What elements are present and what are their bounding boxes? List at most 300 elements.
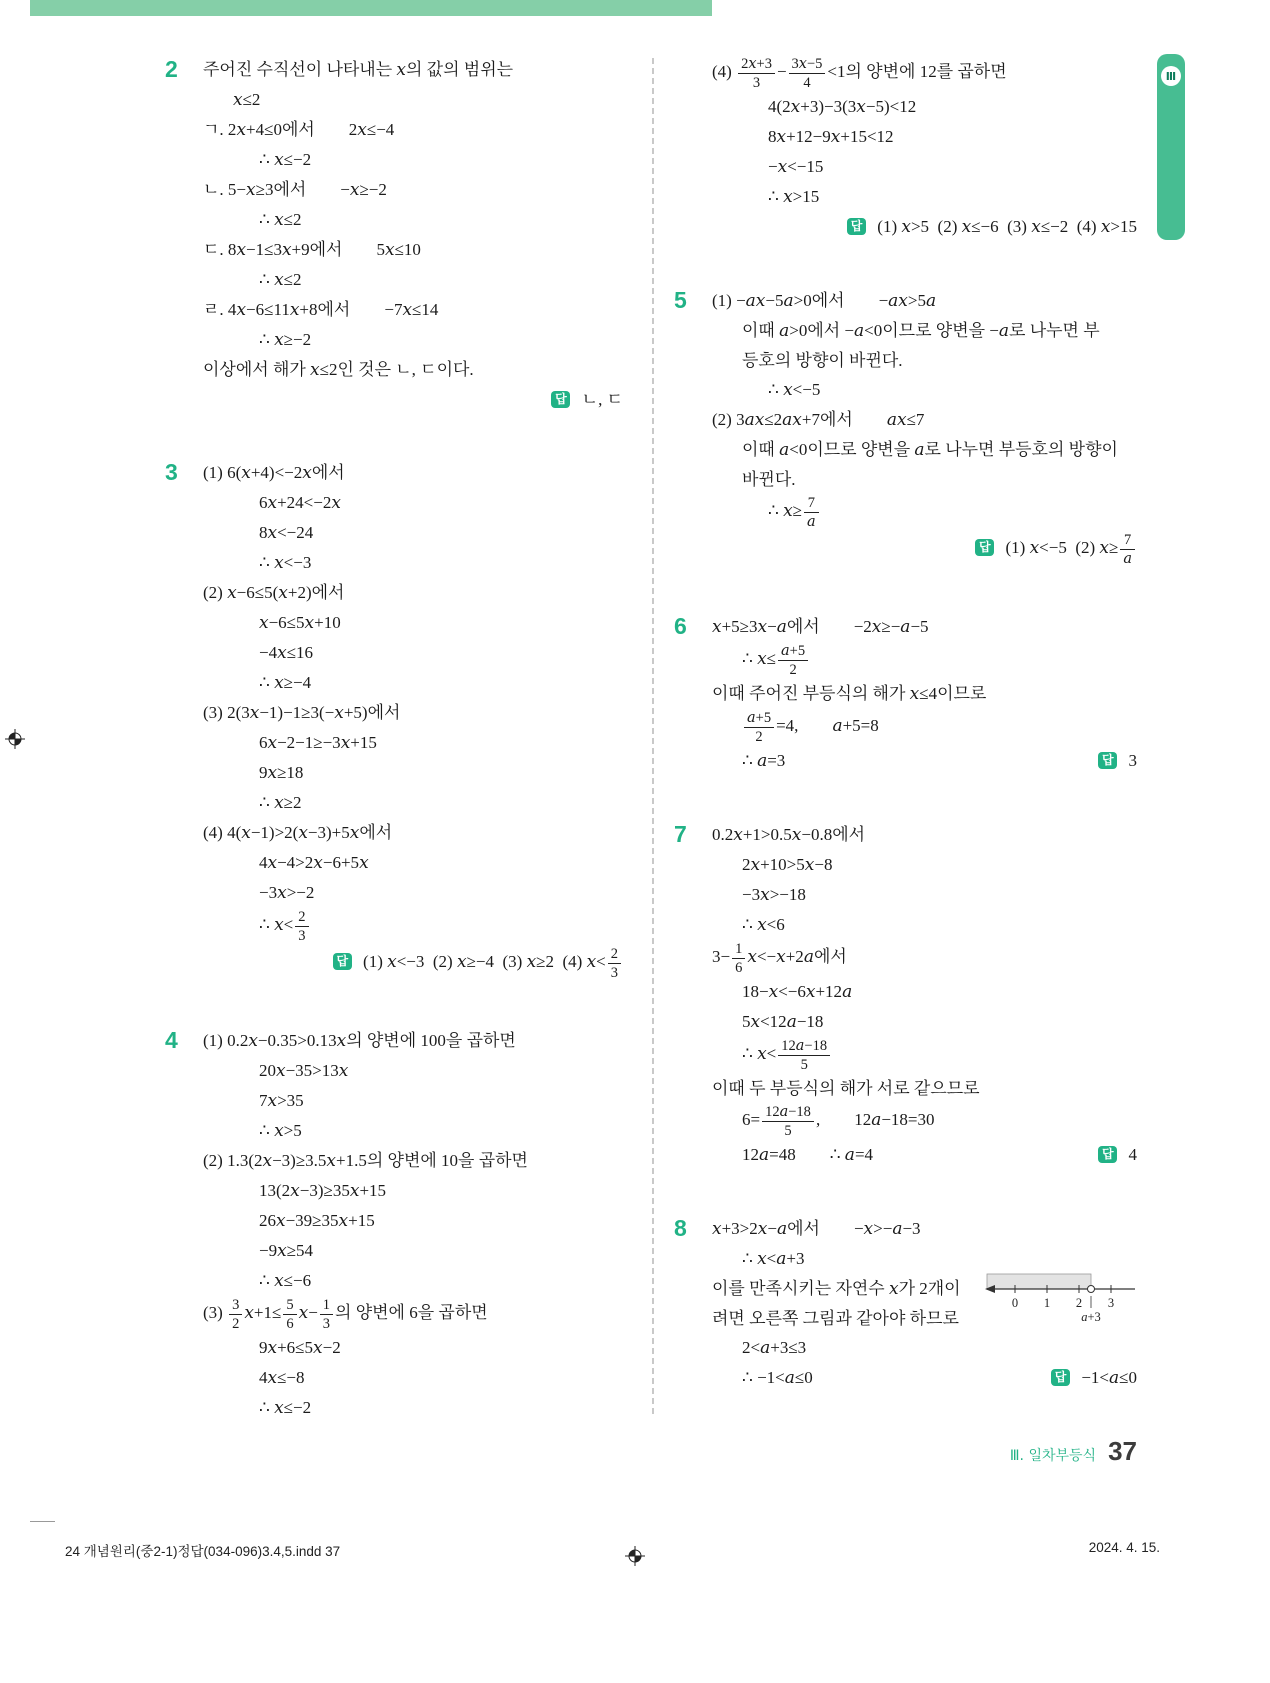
solution-line bbox=[712, 55, 1137, 92]
math-variable: x bbox=[387, 952, 397, 973]
fraction: $\frac{3x-5}{4}$ bbox=[789, 55, 826, 92]
math-variable: x bbox=[274, 673, 284, 693]
answer-badge: 답 bbox=[551, 391, 570, 408]
solution-line bbox=[203, 205, 623, 235]
solution-text: ∴ x≤−6 bbox=[259, 1271, 312, 1291]
solution-line bbox=[203, 818, 623, 848]
left-column bbox=[165, 55, 623, 1467]
solution-text: ∴ x<a+3 bbox=[742, 1249, 805, 1269]
solution-line bbox=[712, 679, 1137, 709]
math-variable: a bbox=[784, 1368, 795, 1388]
solution-text: ㄱ. 2x+4≤0에서 2x≤−4 bbox=[203, 120, 395, 140]
svg-text:a+3: a+3 bbox=[1081, 1310, 1101, 1324]
math-variable: x bbox=[298, 1303, 309, 1324]
solution-text: 4(2x+3)−3(3x−5)<12 bbox=[768, 97, 917, 117]
problem-number: 5 bbox=[674, 287, 687, 313]
solution-line bbox=[203, 518, 623, 548]
solution-line bbox=[203, 1026, 623, 1056]
problem-number: 2 bbox=[165, 56, 178, 82]
answer-badge: 답 bbox=[1098, 752, 1117, 769]
math-variable: x bbox=[241, 463, 251, 483]
math-variable: x bbox=[757, 1044, 767, 1065]
math-variable: x bbox=[586, 952, 597, 973]
problem-6 bbox=[674, 612, 1137, 776]
math-variable: x bbox=[526, 952, 537, 973]
solution-text: 4x−4>2x−6+5x bbox=[259, 853, 369, 873]
solution-text: ㄷ. 8x−1≤3x+9에서 5x≤10 bbox=[203, 240, 421, 260]
math-variable: x bbox=[1031, 217, 1041, 237]
math-variable: x bbox=[290, 1181, 300, 1201]
solution-line bbox=[203, 385, 623, 414]
math-variable: x bbox=[747, 947, 757, 968]
fraction: $\frac{12a-18}{5}$ bbox=[762, 1103, 814, 1140]
solution-text: 이를 만족시키는 자연수 x가 2개이 bbox=[712, 1279, 961, 1299]
math-variable: x bbox=[267, 1368, 278, 1388]
math-variable: x bbox=[267, 1338, 278, 1358]
solution-line bbox=[203, 758, 623, 788]
solution-text: 7x>35 bbox=[259, 1091, 304, 1111]
math-variable: a bbox=[998, 321, 1010, 341]
answer-badge: 답 bbox=[1051, 1369, 1070, 1386]
math-variable: a bbox=[783, 291, 794, 311]
solution-line bbox=[712, 346, 1137, 375]
math-variable: a bbox=[854, 321, 865, 341]
math-variable: x bbox=[289, 300, 300, 320]
solution-text: 이때 주어진 부등식의 해가 x≤4이므로 bbox=[712, 684, 987, 704]
solution-text: (4) $\frac{2x+3}{3}$ − $\frac{3x-5}{4}$ <1의 양변에 12를 곱하면 bbox=[712, 56, 1007, 91]
solution-text: 8x<−24 bbox=[259, 523, 314, 543]
math-variable: x bbox=[274, 915, 284, 936]
problem-8 bbox=[674, 1214, 1137, 1393]
solution-line bbox=[203, 578, 623, 608]
math-variable: ax bbox=[886, 410, 907, 430]
chapter-label: Ⅲ. 일차부등식 bbox=[1009, 1448, 1097, 1464]
solution-text: (1) 0.2x−0.35>0.13x의 양변에 100을 곱하면 bbox=[203, 1031, 516, 1051]
problem-continuation bbox=[712, 55, 1137, 242]
math-variable: a bbox=[776, 1219, 788, 1239]
solution-line bbox=[203, 355, 623, 385]
math-variable: x bbox=[277, 883, 287, 903]
solution-line bbox=[203, 145, 623, 175]
registration-mark-left bbox=[5, 729, 25, 749]
solution-line bbox=[203, 1266, 623, 1296]
solution-line bbox=[712, 182, 1137, 212]
solution-text: (2) 1.3(2x−3)≥3.5x+1.5의 양변에 10을 곱하면 bbox=[203, 1151, 528, 1171]
math-variable: a bbox=[776, 1249, 787, 1269]
math-variable: x bbox=[901, 217, 911, 237]
solution-line bbox=[203, 878, 623, 908]
math-variable: x bbox=[712, 1219, 722, 1239]
solution-line bbox=[203, 1236, 623, 1266]
solution-line bbox=[712, 1140, 1137, 1170]
solution-line bbox=[712, 1007, 1137, 1037]
problem-3 bbox=[165, 458, 623, 982]
fraction: $\frac{a+5}{2}$ bbox=[744, 709, 774, 746]
math-variable: x bbox=[236, 120, 247, 140]
math-variable: x bbox=[313, 1338, 323, 1358]
solution-text: 5x<12a−18 bbox=[742, 1012, 824, 1032]
math-variable: x bbox=[830, 127, 841, 147]
solution-text: ∴ x≥−2 bbox=[259, 330, 312, 350]
math-variable: x bbox=[783, 380, 793, 400]
math-variable: x bbox=[863, 1219, 874, 1239]
solution-line bbox=[203, 548, 623, 578]
answer-badge: 답 bbox=[975, 539, 994, 556]
svg-text:3: 3 bbox=[1107, 1296, 1115, 1310]
solution-text: ∴ x< $\frac{2}{3}$ bbox=[259, 915, 311, 934]
solution-line bbox=[712, 746, 1137, 776]
math-variable: x bbox=[267, 493, 278, 513]
math-variable: x bbox=[402, 300, 413, 320]
solution-text: 13(2x−3)≥35x+15 bbox=[259, 1181, 387, 1201]
math-variable: a bbox=[842, 982, 853, 1002]
math-variable: x bbox=[246, 180, 256, 200]
answer-badge: 답 bbox=[333, 953, 352, 970]
math-variable: x bbox=[227, 583, 237, 603]
fraction: $\frac{12a-18}{5}$ bbox=[778, 1037, 830, 1074]
solution-line bbox=[203, 235, 623, 265]
math-variable: x bbox=[262, 1151, 273, 1171]
math-variable: x bbox=[274, 1271, 284, 1291]
math-variable: a bbox=[786, 1012, 797, 1032]
math-variable: x bbox=[236, 240, 247, 260]
header-bar bbox=[30, 0, 712, 16]
math-variable: x bbox=[304, 613, 315, 633]
solution-line bbox=[712, 1074, 1137, 1103]
solution-text: (3) 2(3x−1)−1≥3(−x+5)에서 bbox=[203, 703, 401, 723]
fraction: $\frac{7}{a}$ bbox=[1120, 531, 1135, 568]
solution-line bbox=[712, 642, 1137, 679]
solution-text: x+3>2x−a에서 −x>−a−3 bbox=[712, 1219, 921, 1239]
solution-text: 주어진 수직선이 나타내는 x의 값의 범위는 bbox=[203, 60, 514, 80]
math-variable: a bbox=[832, 716, 843, 737]
solution-line bbox=[712, 375, 1137, 405]
solution-text: ∴ x>5 bbox=[259, 1121, 302, 1141]
math-variable: x bbox=[750, 855, 761, 875]
solution-text: 9x≥18 bbox=[259, 763, 304, 783]
solution-text: 0.2x+1>0.5x−0.8에서 bbox=[712, 825, 866, 845]
chapter-tab-numeral: Ⅲ bbox=[1161, 66, 1181, 86]
fraction: $\frac{1}{6}$ bbox=[732, 940, 745, 977]
math-variable: x bbox=[856, 97, 866, 117]
math-variable: x bbox=[757, 1219, 768, 1239]
math-variable: x bbox=[267, 853, 278, 873]
solution-line bbox=[203, 295, 623, 325]
math-variable: ax bbox=[888, 291, 908, 311]
solution-line bbox=[203, 945, 623, 982]
math-variable: x bbox=[274, 553, 284, 573]
solution-line bbox=[203, 1116, 623, 1146]
fraction: $\frac{3}{2}$ bbox=[229, 1296, 242, 1333]
solution-line bbox=[712, 1037, 1137, 1074]
math-variable: x bbox=[349, 180, 360, 200]
solution-text: 답 (1) x<−3 (2) x≥−4 (3) x≥2 (4) x< $\frac{2}{3}$ bbox=[333, 952, 623, 971]
solution-line bbox=[712, 435, 1137, 465]
solution-line bbox=[203, 55, 623, 85]
math-variable: a bbox=[892, 1219, 903, 1239]
math-variable: x bbox=[783, 187, 793, 207]
svg-text:2: 2 bbox=[1075, 1296, 1083, 1310]
solution-line bbox=[712, 531, 1137, 568]
math-variable: ax bbox=[745, 291, 766, 311]
math-variable: x bbox=[757, 649, 767, 670]
answer-text: 답 4 bbox=[1098, 1140, 1137, 1169]
solution-line bbox=[712, 494, 1137, 531]
solution-text: ∴ x≤ $\frac{a+5}{2}$ bbox=[742, 649, 810, 668]
math-variable: a bbox=[757, 751, 768, 771]
math-variable: a bbox=[795, 1038, 805, 1054]
math-variable: x bbox=[267, 733, 278, 753]
math-variable: x bbox=[336, 1031, 347, 1051]
math-variable: x bbox=[248, 1031, 258, 1051]
solution-text: ∴ x≥2 bbox=[259, 793, 302, 813]
solution-line bbox=[712, 709, 1137, 746]
solution-text: 2<a+3≤3 bbox=[742, 1338, 807, 1358]
fraction: $\frac{2x+3}{3}$ bbox=[738, 55, 775, 92]
solution-text: (3) $\frac{3}{2}$ x+1≤ $\frac{5}{6}$ x− $\frac{1}{3}$ 의 양변에 6을 곱하면 bbox=[203, 1297, 488, 1332]
solution-text: ∴ x<−5 bbox=[768, 380, 821, 400]
solution-line bbox=[203, 325, 623, 355]
solution-text: ∴ x≤2 bbox=[259, 210, 302, 230]
math-variable: x bbox=[1100, 217, 1111, 237]
math-variable: x bbox=[357, 120, 367, 140]
chapter-side-tab bbox=[1157, 54, 1185, 240]
math-variable: a bbox=[759, 1145, 770, 1165]
solution-line bbox=[203, 608, 623, 638]
answer-text: 답 −1<a≤0 bbox=[1051, 1363, 1137, 1393]
solution-text: ∴ x<−3 bbox=[259, 553, 312, 573]
math-variable: a bbox=[760, 1338, 771, 1358]
math-variable: x bbox=[359, 853, 369, 873]
solution-line bbox=[203, 1393, 623, 1423]
numberline-figure bbox=[985, 1260, 1137, 1326]
math-variable: ax bbox=[782, 410, 802, 430]
math-variable: x bbox=[349, 1181, 360, 1201]
math-variable: x bbox=[776, 947, 786, 968]
math-variable: x bbox=[277, 643, 287, 663]
math-variable: x bbox=[798, 56, 807, 72]
solution-text: −3x>−2 bbox=[259, 883, 315, 903]
math-variable: x bbox=[757, 915, 767, 935]
solution-text: ∴ x≤−2 bbox=[259, 150, 312, 170]
solution-line bbox=[203, 1086, 623, 1116]
math-variable: x bbox=[349, 823, 360, 843]
right-column bbox=[674, 55, 1137, 1437]
solution-line bbox=[203, 638, 623, 668]
solution-text: 6= $\frac{12a-18}{5}$ , 12a−18=30 bbox=[742, 1104, 935, 1139]
math-variable: x bbox=[712, 617, 722, 637]
solution-text: ∴ x≥−4 bbox=[259, 673, 312, 693]
solution-line bbox=[203, 1176, 623, 1206]
fraction: $\frac{7}{a}$ bbox=[804, 494, 819, 531]
math-variable: x bbox=[274, 793, 284, 813]
fraction: $\frac{5}{6}$ bbox=[283, 1296, 296, 1333]
solution-line bbox=[712, 612, 1137, 642]
math-variable: a bbox=[776, 617, 787, 637]
solution-line bbox=[203, 698, 623, 728]
solution-line bbox=[203, 1146, 623, 1176]
math-variable: a bbox=[926, 291, 937, 311]
solution-text: (4) 4(x−1)>2(x−3)+5x에서 bbox=[203, 823, 393, 843]
math-variable: x bbox=[274, 1398, 284, 1418]
solution-line bbox=[712, 122, 1137, 152]
solution-text: 3− $\frac{1}{6}$ x<−x+2a에서 bbox=[712, 941, 847, 976]
solution-text: x+5≥3x−a에서 −2x≥−a−5 bbox=[712, 617, 929, 637]
problem-number: 7 bbox=[674, 821, 687, 847]
math-variable: x bbox=[276, 1061, 286, 1081]
answer-text: 답 3 bbox=[1098, 746, 1137, 775]
solution-line bbox=[203, 115, 623, 145]
math-variable: x bbox=[334, 703, 344, 723]
solution-text: 12a=48 ∴ a=4 bbox=[742, 1145, 874, 1165]
math-variable: x bbox=[733, 825, 743, 845]
solution-line bbox=[712, 820, 1137, 850]
solution-text: 등호의 방향이 바뀐다. bbox=[742, 351, 903, 370]
solution-line bbox=[712, 316, 1137, 346]
math-variable: x bbox=[259, 613, 269, 633]
math-variable: x bbox=[748, 56, 757, 72]
math-variable: x bbox=[750, 1012, 761, 1032]
math-variable: x bbox=[790, 97, 801, 117]
solution-line bbox=[712, 1363, 1137, 1393]
math-variable: a bbox=[779, 1104, 789, 1120]
solution-text: ∴ a=3 bbox=[742, 751, 786, 771]
solution-text: 20x−35>13x bbox=[259, 1061, 349, 1081]
problem-number: 8 bbox=[674, 1215, 687, 1241]
solution-text: 8x+12−9x+15<12 bbox=[768, 127, 894, 147]
solution-line bbox=[203, 848, 623, 878]
solution-text: 이때 두 부등식의 해가 서로 같으므로 bbox=[712, 1079, 980, 1098]
problem-7 bbox=[674, 820, 1137, 1170]
crop-mark bbox=[30, 1521, 55, 1522]
math-variable: x bbox=[236, 300, 247, 320]
solution-line bbox=[203, 265, 623, 295]
answer-badge: 답 bbox=[1098, 1146, 1117, 1163]
numberline-figure-wrap bbox=[985, 1260, 1137, 1331]
solution-line bbox=[203, 668, 623, 698]
solution-text: ∴ x>15 bbox=[768, 187, 820, 207]
math-variable: x bbox=[274, 1121, 284, 1141]
solution-text: (2) 3ax≤2ax+7에서 ax≤7 bbox=[712, 410, 925, 430]
math-variable: x bbox=[338, 1211, 349, 1231]
solution-text: $\frac{a+5}{2}$ =4, a+5=8 bbox=[742, 716, 879, 735]
math-variable: x bbox=[776, 127, 787, 147]
solution-text: ∴ −1<a≤0 bbox=[742, 1368, 813, 1388]
solution-text: −9x≥54 bbox=[259, 1241, 314, 1261]
solution-text: ∴ x< $\frac{12a-18}{5}$ bbox=[742, 1044, 832, 1063]
solution-text: (1) −ax−5a>0에서 −ax>5a bbox=[712, 291, 937, 311]
math-variable: a bbox=[914, 440, 925, 460]
math-variable: a bbox=[871, 1110, 882, 1131]
math-variable: a bbox=[844, 1145, 855, 1165]
math-variable: x bbox=[310, 360, 320, 380]
problem-2 bbox=[165, 55, 623, 414]
solution-text: 이상에서 해가 x≤2인 것은 ㄴ, ㄷ이다. bbox=[203, 360, 474, 380]
math-variable: x bbox=[760, 885, 770, 905]
solution-line bbox=[203, 1333, 623, 1363]
math-variable: ax bbox=[744, 410, 765, 430]
solution-text: −3x>−18 bbox=[742, 885, 806, 905]
math-variable: x bbox=[276, 1211, 286, 1231]
page-number: 37 bbox=[1108, 1436, 1137, 1466]
math-variable: x bbox=[1099, 538, 1109, 559]
solution-text: 9x+6≤5x−2 bbox=[259, 1338, 341, 1358]
math-variable: x bbox=[331, 493, 341, 513]
solution-text: 6x−2−1≥−3x+15 bbox=[259, 733, 377, 753]
math-variable: x bbox=[805, 982, 816, 1002]
math-variable: a bbox=[1109, 1368, 1120, 1388]
math-variable: x bbox=[783, 501, 793, 522]
solution-text: ∴ x≤−2 bbox=[259, 1398, 312, 1418]
solution-line bbox=[712, 880, 1137, 910]
solution-line bbox=[203, 488, 623, 518]
solution-text: 답 ㄴ, ㄷ bbox=[551, 390, 623, 409]
solution-line bbox=[712, 977, 1137, 1007]
solution-text: 답 (1) x<−5 (2) x≥ $\frac{7}{a}$ bbox=[975, 538, 1137, 557]
solution-text: 2x+10>5x−8 bbox=[742, 855, 833, 875]
solution-text: 18−x<−6x+12a bbox=[742, 982, 853, 1002]
math-variable: x bbox=[757, 1249, 767, 1269]
fraction: $\frac{2}{3}$ bbox=[295, 908, 308, 945]
math-variable: x bbox=[340, 733, 351, 753]
math-variable: x bbox=[274, 150, 284, 170]
math-variable: x bbox=[274, 330, 284, 350]
solution-line bbox=[203, 1296, 623, 1333]
print-footer bbox=[65, 1540, 1160, 1560]
math-variable: x bbox=[338, 1061, 349, 1081]
svg-text:0: 0 bbox=[1011, 1296, 1019, 1310]
math-variable: x bbox=[1029, 538, 1040, 559]
solution-text: 답 (1) x>5 (2) x≤−6 (3) x≤−2 (4) x>15 bbox=[847, 217, 1137, 236]
solution-line bbox=[712, 465, 1137, 494]
solution-line bbox=[203, 1206, 623, 1236]
footer-date: 2024. 4. 15. bbox=[1088, 1540, 1160, 1555]
math-variable: x bbox=[278, 583, 288, 603]
math-variable: x bbox=[777, 157, 788, 177]
math-variable: a bbox=[807, 514, 816, 530]
footer-filename: 24 개념원리(중2-1)정답(034-096)3.4,5.indd 37 bbox=[65, 1544, 341, 1559]
solution-text: 26x−39≥35x+15 bbox=[259, 1211, 375, 1231]
math-variable: x bbox=[804, 855, 815, 875]
math-variable: a bbox=[779, 321, 790, 341]
solution-text: −x<−15 bbox=[768, 157, 824, 177]
solution-text: x≤2 bbox=[233, 90, 261, 110]
solution-text: −4x≤16 bbox=[259, 643, 314, 663]
solution-text: 바뀐다. bbox=[742, 470, 796, 489]
math-variable: a bbox=[803, 947, 814, 968]
solution-line bbox=[203, 788, 623, 818]
math-variable: x bbox=[249, 703, 260, 723]
solution-text: 이때 a<0이므로 양변을 a로 나누면 부등호의 방향이 bbox=[742, 440, 1118, 460]
math-variable: x bbox=[757, 617, 768, 637]
solution-line bbox=[712, 286, 1137, 316]
solution-text: ∴ x≤2 bbox=[259, 270, 302, 290]
math-variable: a bbox=[779, 440, 790, 460]
math-variable: a bbox=[1123, 551, 1132, 567]
math-variable: x bbox=[302, 463, 312, 483]
solution-line bbox=[712, 1214, 1137, 1244]
solution-line bbox=[203, 1056, 623, 1086]
problem-5 bbox=[674, 286, 1137, 568]
solution-line bbox=[203, 908, 623, 945]
solution-line bbox=[712, 940, 1137, 977]
problem-number: 4 bbox=[165, 1027, 178, 1053]
math-variable: x bbox=[456, 952, 467, 973]
solution-line bbox=[712, 405, 1137, 435]
page-footer-label bbox=[712, 1436, 1137, 1467]
math-variable: x bbox=[326, 1151, 337, 1171]
solution-line bbox=[712, 152, 1137, 182]
